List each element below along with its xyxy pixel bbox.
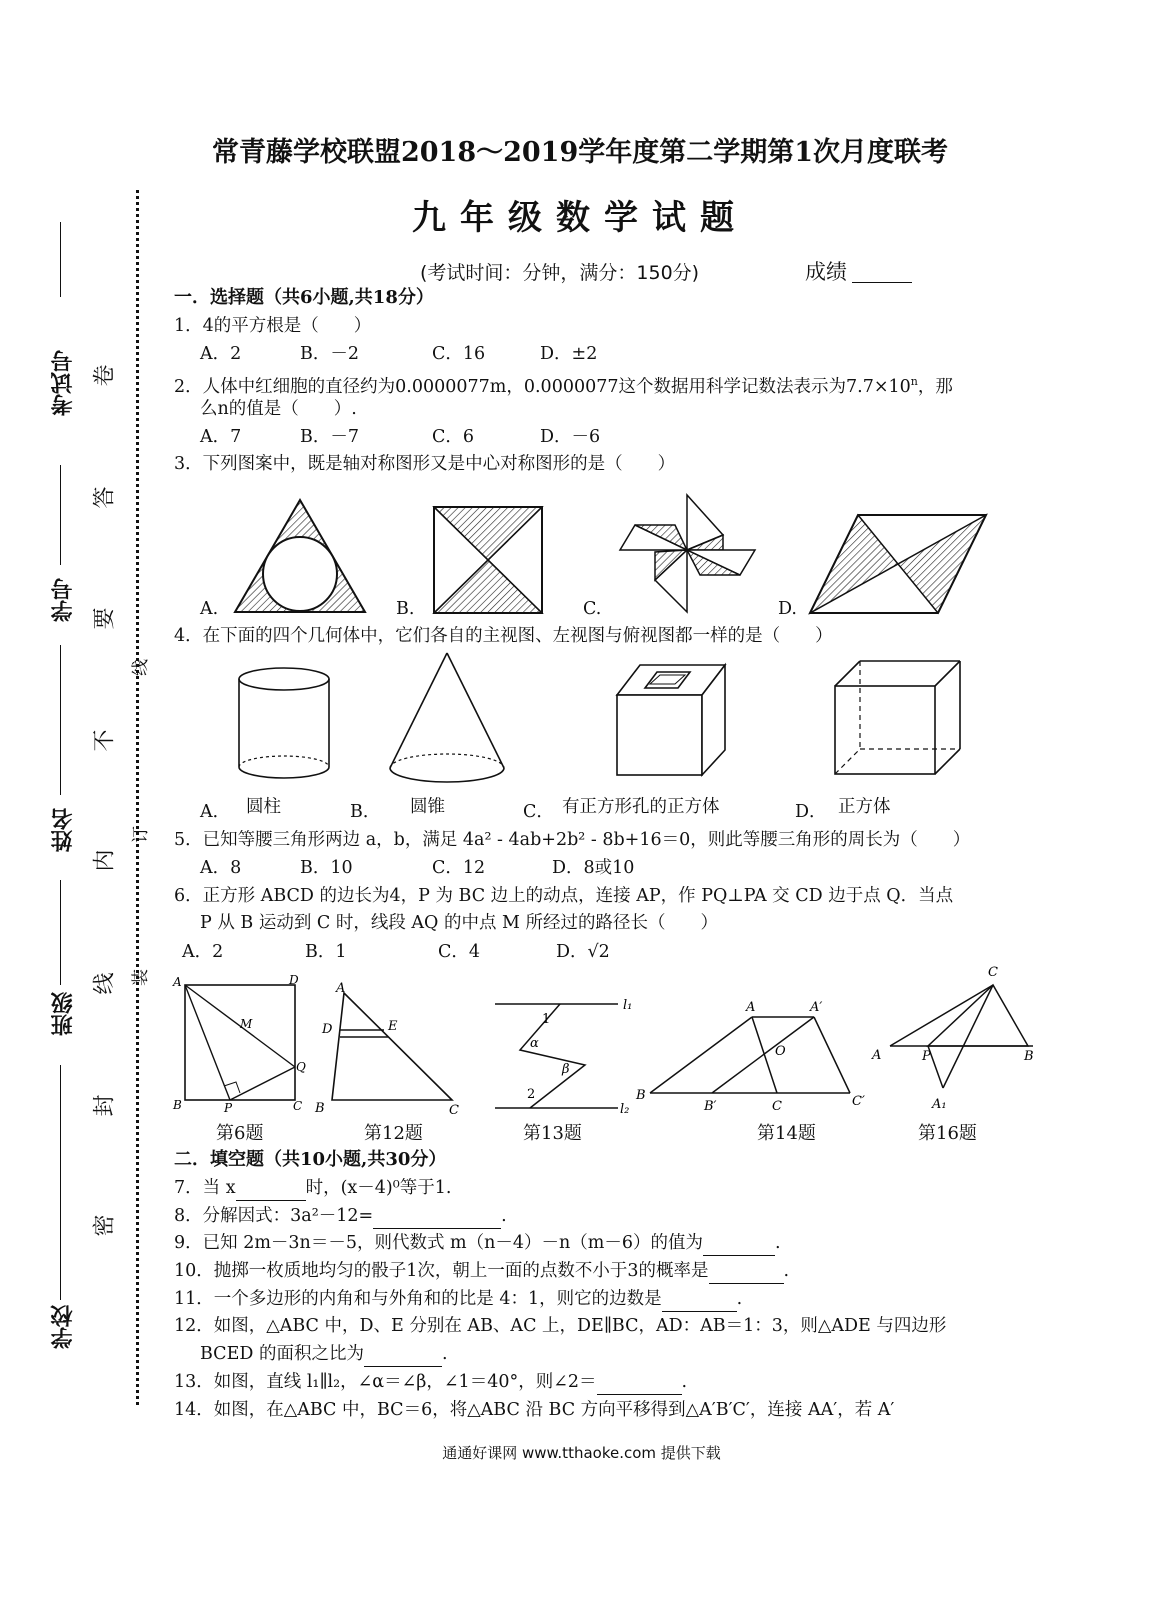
fig16-label: A₁ bbox=[932, 1097, 947, 1112]
q11-blank[interactable] bbox=[662, 1287, 737, 1312]
question-12-cont: BCED 的面积之比为 . bbox=[200, 1342, 448, 1367]
q4-option-c-text: 有正方形孔的正方体 bbox=[562, 797, 720, 817]
q6-option-a[interactable]: A．2 bbox=[182, 942, 224, 962]
side-small-char: 线 bbox=[131, 659, 151, 676]
q10-blank[interactable] bbox=[709, 1259, 784, 1284]
fig6-label: M bbox=[240, 1017, 253, 1031]
q4-option-a-text: 圆柱 bbox=[246, 797, 281, 817]
fig12-label: B bbox=[315, 1101, 325, 1116]
figure-caption: 第16题 bbox=[918, 1123, 977, 1144]
fig16-label: C bbox=[988, 965, 998, 980]
fig12-label: D bbox=[322, 1022, 333, 1037]
fig16-label: P bbox=[922, 1049, 931, 1064]
question-7: 7．当 x 时，(x－4)⁰等于1. bbox=[174, 1176, 451, 1201]
q13-blank[interactable] bbox=[597, 1370, 682, 1395]
q9-blank[interactable] bbox=[703, 1231, 775, 1256]
figure-caption: 第14题 bbox=[757, 1123, 816, 1144]
fig13-label: 1 bbox=[542, 1012, 551, 1027]
exam-subtitle: 九年级数学试题 bbox=[412, 198, 748, 238]
fig13-label: β bbox=[562, 1062, 570, 1077]
question-2: 2．人体中红细胞的直径约为0.0000077m，0.0000077这个数据用科学记数法表示为$7.7\times 10^n$，那 bbox=[174, 375, 953, 397]
side-line bbox=[60, 465, 61, 565]
q3-figure-a bbox=[230, 495, 370, 617]
exam-info: (考试时间：分钟，满分：150分) bbox=[420, 262, 700, 284]
figure-q14 bbox=[632, 995, 877, 1115]
question-14: 14．如图，在△ABC 中，BC＝6，将△ABC 沿 BC 方向平移得到△A′B′C′，连接 AA′，若 A′ bbox=[174, 1400, 895, 1420]
q1-option-a[interactable]: A．2 bbox=[200, 344, 242, 364]
q3-option-a[interactable]: A. bbox=[200, 599, 219, 619]
side-char: 密 bbox=[92, 1214, 118, 1237]
q4-option-b-text: 圆锥 bbox=[410, 797, 445, 817]
side-label-student-number: 学号 bbox=[51, 578, 76, 622]
fig13-label: α bbox=[530, 1036, 539, 1051]
side-label-exam-number: 考试号 bbox=[51, 350, 76, 416]
side-char: 线 bbox=[92, 972, 118, 995]
q4-figure-cylinder bbox=[234, 665, 334, 783]
fig6-label: A bbox=[173, 975, 182, 989]
q3-figure-b bbox=[432, 505, 544, 615]
fig6-label: B bbox=[173, 1098, 182, 1112]
q4-option-a[interactable]: A． bbox=[200, 802, 231, 822]
side-char: 答 bbox=[92, 486, 118, 509]
question-8: 8．分解因式：3a²－12= . bbox=[174, 1204, 507, 1229]
figure-q12 bbox=[312, 980, 472, 1120]
fig6-label: Q bbox=[296, 1060, 306, 1074]
binding-dotted-line bbox=[136, 190, 139, 1405]
fig14-label: C bbox=[772, 1099, 782, 1114]
q4-option-d-text: 正方体 bbox=[838, 797, 891, 817]
figure-q16 bbox=[868, 960, 1053, 1115]
q5-option-b[interactable]: B．10 bbox=[300, 858, 353, 878]
side-label-class: 班级 bbox=[51, 992, 76, 1036]
q6-option-c[interactable]: C．4 bbox=[438, 942, 481, 962]
fig16-label: A bbox=[872, 1048, 882, 1063]
q3-option-d[interactable]: D. bbox=[778, 599, 797, 619]
question-5: 5．已知等腰三角形两边 a，b，满足 4a² - 4ab+2b² - 8b+16＝0，则此等腰三角形的周长为（ ） bbox=[174, 830, 971, 850]
figure-q6 bbox=[170, 972, 320, 1117]
q2-option-d[interactable]: D．－6 bbox=[540, 427, 601, 447]
fig12-label: C bbox=[449, 1103, 459, 1118]
q4-option-c[interactable]: C． bbox=[523, 802, 554, 822]
section1-heading: 一．选择题（共6小题,共18分） bbox=[174, 287, 434, 308]
q2-option-a[interactable]: A．7 bbox=[200, 427, 242, 447]
question-10: 10．抛掷一枚质地均匀的骰子1次，朝上一面的点数不小于3的概率是 . bbox=[174, 1259, 789, 1284]
question-6: 6．正方形 ABCD 的边长为4，P 为 BC 边上的动点，连接 AP，作 PQ⊥PA 交 CD 边于点 Q．当点 bbox=[174, 886, 954, 906]
side-char: 封 bbox=[92, 1094, 118, 1117]
q2-option-b[interactable]: B．－7 bbox=[300, 427, 359, 447]
score-blank[interactable] bbox=[852, 282, 912, 283]
exam-header-title: 常青藤学校联盟2018～2019学年度第二学期第1次月度联考 bbox=[211, 137, 949, 168]
q1-option-c[interactable]: C．16 bbox=[432, 344, 486, 364]
question-4: 4．在下面的四个几何体中，它们各自的主视图、左视图与俯视图都一样的是（ ） bbox=[174, 626, 833, 646]
q4-figure-cone bbox=[385, 650, 509, 790]
section2-heading: 二．填空题（共10小题,共30分） bbox=[174, 1149, 447, 1170]
q12-blank[interactable] bbox=[364, 1342, 442, 1367]
fig12-label: A bbox=[336, 981, 346, 996]
q1-option-d[interactable]: D．±2 bbox=[540, 344, 598, 364]
fig14-label: A′ bbox=[810, 1000, 823, 1015]
q4-figure-cube-hole bbox=[612, 660, 730, 780]
side-char: 要 bbox=[92, 607, 118, 630]
q6-option-d[interactable]: D．√2 bbox=[556, 942, 610, 962]
fig14-label: O bbox=[775, 1044, 786, 1059]
figure-q13 bbox=[490, 995, 645, 1120]
question-13: 13．如图，直线 l₁∥l₂，∠α＝∠β，∠1＝40°，则∠2＝ . bbox=[174, 1370, 687, 1395]
side-small-char: 装 bbox=[131, 969, 151, 986]
figure-caption: 第6题 bbox=[216, 1123, 264, 1144]
fig6-label: C bbox=[293, 1099, 303, 1113]
q7-blank[interactable] bbox=[236, 1176, 306, 1201]
fig13-label: l₂ bbox=[620, 1102, 630, 1117]
q8-blank[interactable] bbox=[373, 1204, 501, 1229]
question-3: 3．下列图案中，既是轴对称图形又是中心对称图形的是（ ） bbox=[174, 454, 676, 474]
question-6-cont: P 从 B 运动到 C 时，线段 AQ 的中点 M 所经过的路径长（ ） bbox=[200, 913, 718, 933]
q4-option-d[interactable]: D． bbox=[795, 802, 827, 822]
question-1: 1．4的平方根是（ ） bbox=[174, 316, 372, 336]
side-char: 内 bbox=[92, 849, 118, 872]
side-line bbox=[60, 1065, 61, 1300]
side-line bbox=[60, 222, 61, 297]
question-12: 12．如图，△ABC 中，D、E 分别在 AB、AC 上，DE∥BC，AD：AB＝1：3，则△ADE 与四边形 bbox=[174, 1316, 947, 1336]
q6-option-b[interactable]: B．1 bbox=[305, 942, 347, 962]
q5-option-c[interactable]: C．12 bbox=[432, 858, 486, 878]
q3-figure-d bbox=[808, 510, 990, 618]
page-footer: 通通好课网 www.tthaoke.com 提供下载 bbox=[442, 1444, 721, 1462]
fig12-label: E bbox=[388, 1019, 398, 1034]
fig6-label: D bbox=[289, 973, 299, 987]
q1-option-b[interactable]: B．－2 bbox=[300, 344, 359, 364]
q5-option-d[interactable]: D．8或10 bbox=[552, 858, 635, 878]
side-line bbox=[60, 645, 61, 795]
fig13-label: 2 bbox=[527, 1087, 536, 1102]
figure-caption: 第12题 bbox=[364, 1123, 423, 1144]
fig14-label: B′ bbox=[704, 1099, 717, 1114]
fig16-label: B bbox=[1024, 1049, 1034, 1064]
score-label: 成绩 bbox=[805, 260, 847, 284]
question-11: 11．一个多边形的内角和与外角和的比是 4：1，则它的边数是 . bbox=[174, 1287, 742, 1312]
fig14-label: B bbox=[636, 1088, 646, 1103]
side-char: 卷 bbox=[92, 364, 118, 387]
question-2-cont: 么n的值是（ ）. bbox=[200, 399, 357, 419]
side-label-school: 学校 bbox=[51, 1305, 76, 1349]
fig14-label: C′ bbox=[852, 1094, 865, 1109]
q5-option-a[interactable]: A．8 bbox=[200, 858, 242, 878]
side-line bbox=[60, 880, 61, 985]
q4-option-b[interactable]: B． bbox=[350, 802, 381, 822]
question-9: 9．已知 2m－3n＝－5，则代数式 m（n－4）－n（m－6）的值为 . bbox=[174, 1231, 781, 1256]
q3-option-c[interactable]: C. bbox=[583, 599, 602, 619]
fig13-label: l₁ bbox=[623, 998, 633, 1013]
figure-caption: 第13题 bbox=[523, 1123, 582, 1144]
side-label-name: 姓名 bbox=[51, 808, 76, 852]
q2-option-c[interactable]: C．6 bbox=[432, 427, 475, 447]
side-char: 不 bbox=[92, 729, 118, 752]
q4-figure-cube bbox=[832, 658, 964, 778]
side-small-char: 订 bbox=[131, 826, 151, 843]
q3-option-b[interactable]: B. bbox=[396, 599, 415, 619]
fig6-label: P bbox=[224, 1101, 233, 1115]
q3-figure-c bbox=[615, 490, 760, 615]
fig14-label: A bbox=[746, 1000, 756, 1015]
